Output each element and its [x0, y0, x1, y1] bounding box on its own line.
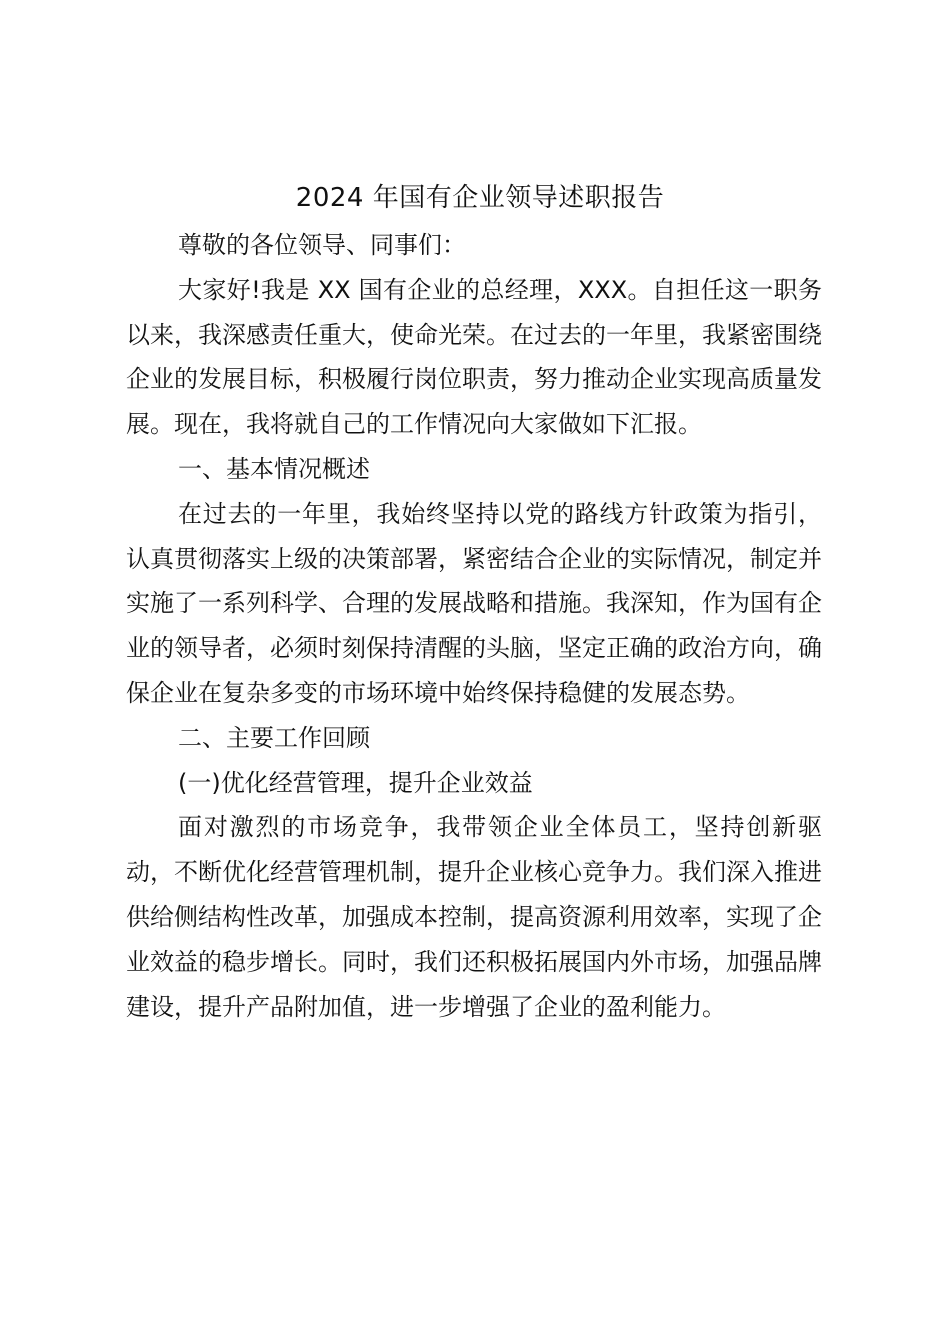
subsection-1-heading: (一)优化经营管理，提升企业效益 [178, 768, 533, 797]
subsection-1-paragraph: 面对激烈的市场竞争，我带领企业全体员工，坚持创新驱动，不断优化经营管理机制，提升企业核心竞争力。我们深入推进供给侧结构性改革，加强成本控制，提高资源利用效率，实现了企业效益的稳步增长。同时，我们还积极拓展国内外市场，加强品牌建设，提升产品附加值，进一步增强了企业的盈利能力。 [126, 813, 822, 1021]
intro-paragraph: 大家好!我是 XX 国有企业的总经理，XXX。自担任这一职务以来，我深感责任重大，使命光荣。在过去的一年里，我紧密围绕企业的发展目标，积极履行岗位职责，努力推动企业实现高质量发展。现在，我将就自己的工作情况向大家做如下汇报。 [126, 275, 822, 439]
section-1-paragraph: 在过去的一年里，我始终坚持以党的路线方针政策为指引，认真贯彻落实上级的决策部署，紧密结合企业的实际情况，制定并实施了一系列科学、合理的发展战略和措施。我深知，作为国有企业的领导者，必须时刻保持清醒的头脑，坚定正确的政治方向，确保企业在复杂多变的市场环境中始终保持稳健的发展态势。 [126, 499, 822, 707]
section-2-heading: 二、主要工作回顾 [178, 723, 370, 752]
section-1-heading: 一、基本情况概述 [178, 454, 370, 483]
salutation: 尊敬的各位领导、同事们： [178, 231, 466, 259]
document-title: 2024 年国有企业领导述职报告 [295, 183, 665, 213]
document-body [126, 223, 822, 1029]
